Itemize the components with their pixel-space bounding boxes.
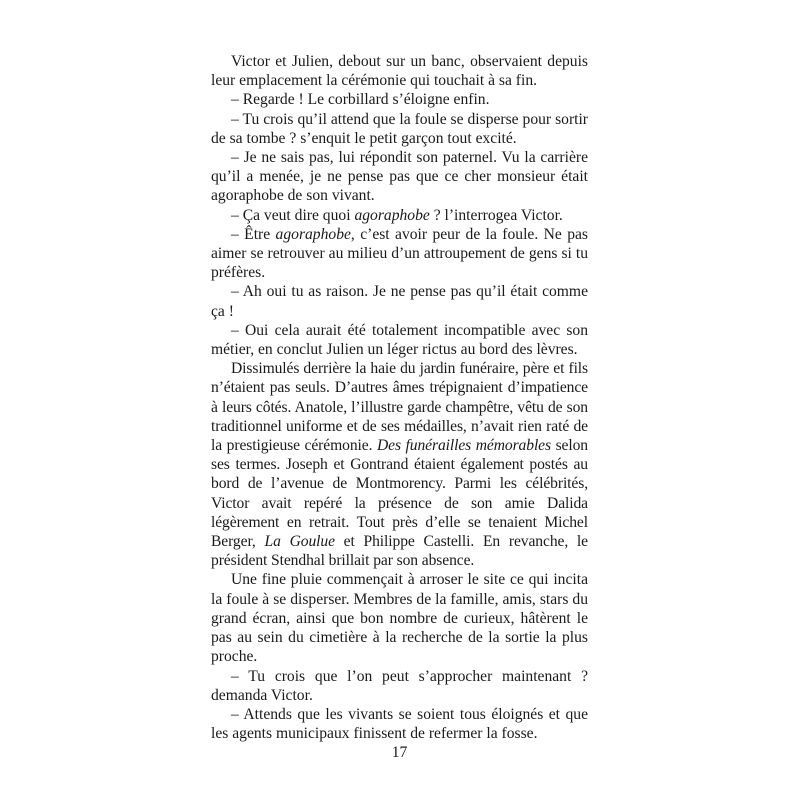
italic-run: agoraphobe [275, 225, 351, 243]
paragraph-6 [211, 225, 588, 283]
paragraph-7: – Ah oui tu as raison. Je ne pense pas qu’il était comme ça ! [211, 283, 588, 320]
paragraph-10: Une fine pluie commençait à arroser le site ce qui incita la foule à se disperser. Membres de la famille, amis, stars du grand écran, ainsi que bon nombre de curieux, hâtèrent le pas au sein du cimetière à la recherche de la sortie la plus proche. [211, 571, 588, 666]
text-run: ? l’interrogea Victor. [429, 206, 563, 224]
text-run: – Ça veut dire quoi [231, 206, 355, 224]
text-run: Dissimulés derrière la haie du jardin funéraire, père et fils n’étaient pas seuls. D’autres âmes trépignaient d’impatience à leurs côtés. Anatole, l’illustre garde champêtre, vêtu de son traditionnel uniforme et de ses médailles, n’avait rien raté de la prestigieuse cérémonie. [211, 360, 588, 455]
italic-run: agoraphobe [354, 206, 430, 224]
text-run: , c’est avoir peur de la foule. Ne pas aimer se retrouver au milieu d’un attroupement de gens si tu préfères. [211, 225, 588, 282]
paragraph-9 [211, 359, 588, 570]
page-number: 17 [391, 744, 408, 761]
text-run: – Être [231, 225, 276, 243]
text-run: et Philippe Castelli. En revanche, le président Stendhal brillait par son absence. [211, 533, 588, 570]
paragraph-1: Victor et Julien, debout sur un banc, observaient depuis leur emplacement la cérémonie qui touchait à sa fin. [211, 53, 588, 90]
paragraph-8: – Oui cela aurait été totalement incompatible avec son métier, en conclut Julien un léger rictus au bord des lèvres. [211, 321, 588, 359]
paragraph-5 [211, 206, 588, 225]
text-run: selon ses termes. Joseph et Gontrand étaient également postés au bord de l’avenue de Montmorency. Parmi les célébrités, Victor avait repéré la présence de son amie Dalida légèrement en retrait. Tout près d’elle se tenaient Michel Berger, [211, 437, 588, 551]
italic-run: Des funérailles mémorables [376, 437, 551, 455]
paragraph-4: – Je ne sais pas, lui répondit son paternel. Vu la carrière qu’il a menée, je ne pense pas que ce cher monsieur était agoraphobe de son vivant. [211, 149, 588, 205]
page-content [211, 52, 588, 761]
paragraph-2: – Regarde ! Le corbillard s’éloigne enfin. [231, 91, 490, 109]
body-text [211, 52, 588, 743]
paragraph-12: – Attends que les vivants se soient tous éloignés et que les agents municipaux finissent de refermer la fosse. [211, 705, 588, 743]
italic-run: La Goulue [264, 533, 335, 551]
paragraph-3: – Tu crois qu’il attend que la foule se disperse pour sortir de sa tombe ? s’enquit le petit garçon tout excité. [211, 110, 588, 147]
paragraph-11: – Tu crois que l’on peut s’approcher maintenant ? demanda Victor. [211, 667, 588, 704]
